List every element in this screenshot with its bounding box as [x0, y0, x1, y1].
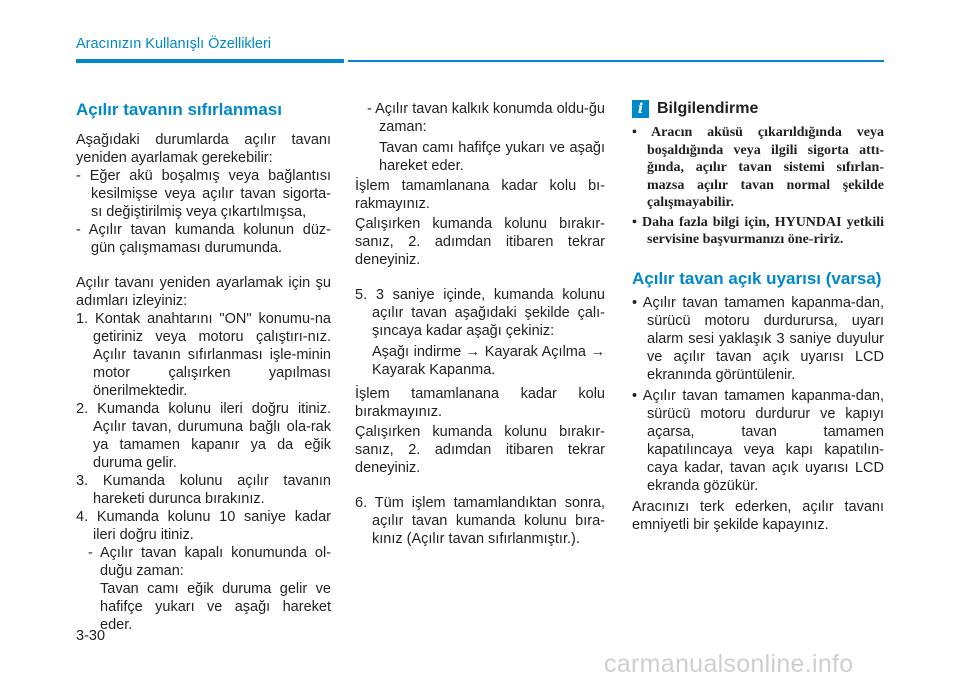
- info-icon: i: [632, 100, 649, 118]
- closing-text: Aracınızı terk ederken, açılır tavanı emniyetli bir şekilde kapayınız.: [632, 498, 884, 533]
- info-title: Bilgilendirme: [657, 100, 759, 117]
- watermark: carmanualsonline.info: [604, 650, 854, 678]
- step-item: 6. Tüm işlem tamamlandıktan sonra, açılır tavan kumanda kolunu bıra-kınız (Açılır tavan sıfırlanmıştır.).: [355, 495, 605, 547]
- step-item: 3. Kumanda kolunu açılır tavanın hareketi durunca bırakınız.: [76, 473, 331, 507]
- step-item: 5. 3 saniye içinde, kumanda kolunu açılır tavan aşağıdaki şekilde çalı-şıncaya kadar aşağı çekiniz:: [355, 287, 605, 339]
- header-rule-thick: [76, 59, 344, 63]
- intro-text: Aşağıdaki durumlarda açılır tavanı yeniden ayarlamak gerekebilir:: [76, 132, 331, 166]
- column-middle: [355, 100, 605, 548]
- column-right: [632, 100, 884, 534]
- info-header: [632, 100, 884, 118]
- substep-text: Tavan camı eğik duruma gelir ve hafifçe yukarı ve aşağı hareket eder.: [100, 581, 331, 633]
- sequence-text: Aşağı indirme → Kayarak Açılma → Kayarak Kapanma.: [372, 344, 605, 378]
- note-text: İşlem tamamlanana kadar kolu bı-rakmayınız.: [355, 178, 605, 212]
- substep-item: - Açılır tavan kalkık konumda oldu-ğu zaman:: [367, 101, 605, 135]
- step-item: 1. Kontak anahtarını "ON" konumu-na getiriniz veya motoru çalıştırı-nız. Açılır tavanın sıfırlanması işle-minin motor çalışırken yapılması önerilmektedir.: [76, 311, 331, 399]
- column-left: [76, 100, 331, 634]
- substep-text: Tavan camı hafifçe yukarı ve aşağı hareket eder.: [379, 140, 605, 174]
- info-item: • Aracın aküsü çıkarıldığında veya boşaldığında veya ilgili sigorta attı-ğında, açılır tavan sistemi sıfırlan-mazsa açılır tavan normal şekilde çalışmayabilir.: [632, 125, 884, 210]
- open-warning-heading: Açılır tavan açık uyarısı (varsa): [632, 268, 882, 288]
- page-number: 3-30: [76, 628, 106, 644]
- warning-item: • Açılır tavan tamamen kapanma-dan, sürücü motoru durdurursa, uyarı alarm sesi yaklaşık 3 saniye duyulur ve açılır tavan açık uyarısı LCD ekranında görüntülenir.: [632, 294, 884, 383]
- condition-item: - Eğer akü boşalmış veya bağlantısı kesilmişse veya açılır tavan sigorta-sı değiştirilmiş veya çıkartılmışsa,: [76, 168, 331, 220]
- steps-intro: Açılır tavanı yeniden ayarlamak için şu adımları izleyiniz:: [76, 275, 331, 309]
- step-item: 2. Kumanda kolunu ileri doğru itiniz. Açılır tavan, durumuna bağlı ola-rak ya tamamen kapanır ya da eğik duruma gelir.: [76, 401, 331, 471]
- condition-item: - Açılır tavan kumanda kolunun düz-gün çalışmaması durumunda.: [76, 222, 331, 256]
- reset-heading: Açılır tavanın sıfırlanması: [76, 100, 282, 119]
- substep-item: - Açılır tavan kapalı konumunda ol-duğu zaman:: [88, 545, 331, 579]
- step-item: 4. Kumanda kolunu 10 saniye kadar ileri doğru itiniz.: [76, 509, 331, 543]
- note-text: Çalışırken kumanda kolunu bırakır-sanız, 2. adımdan itibaren tekrar deneyiniz.: [355, 216, 605, 268]
- header-rule-thin: [348, 60, 884, 62]
- note-text: İşlem tamamlanana kadar kolu bırakmayınız.: [355, 386, 605, 420]
- note-text: Çalışırken kumanda kolunu bırakır-sanız, 2. adımdan itibaren tekrar deneyiniz.: [355, 424, 605, 476]
- section-title: Aracınızın Kullanışlı Özellikleri: [76, 36, 272, 52]
- info-item: • Daha fazla bilgi için, HYUNDAI yetkili servisine başvurmanızı öne-ririz.: [632, 214, 884, 247]
- warning-item: • Açılır tavan tamamen kapanma-dan, sürücü motoru durdurur ve kapıyı açarsa, tavan tamamen kapatılıncaya veya kapı kapatılın-caya kadar, tavan açık uyarısı LCD ekranda gözükür.: [632, 387, 884, 494]
